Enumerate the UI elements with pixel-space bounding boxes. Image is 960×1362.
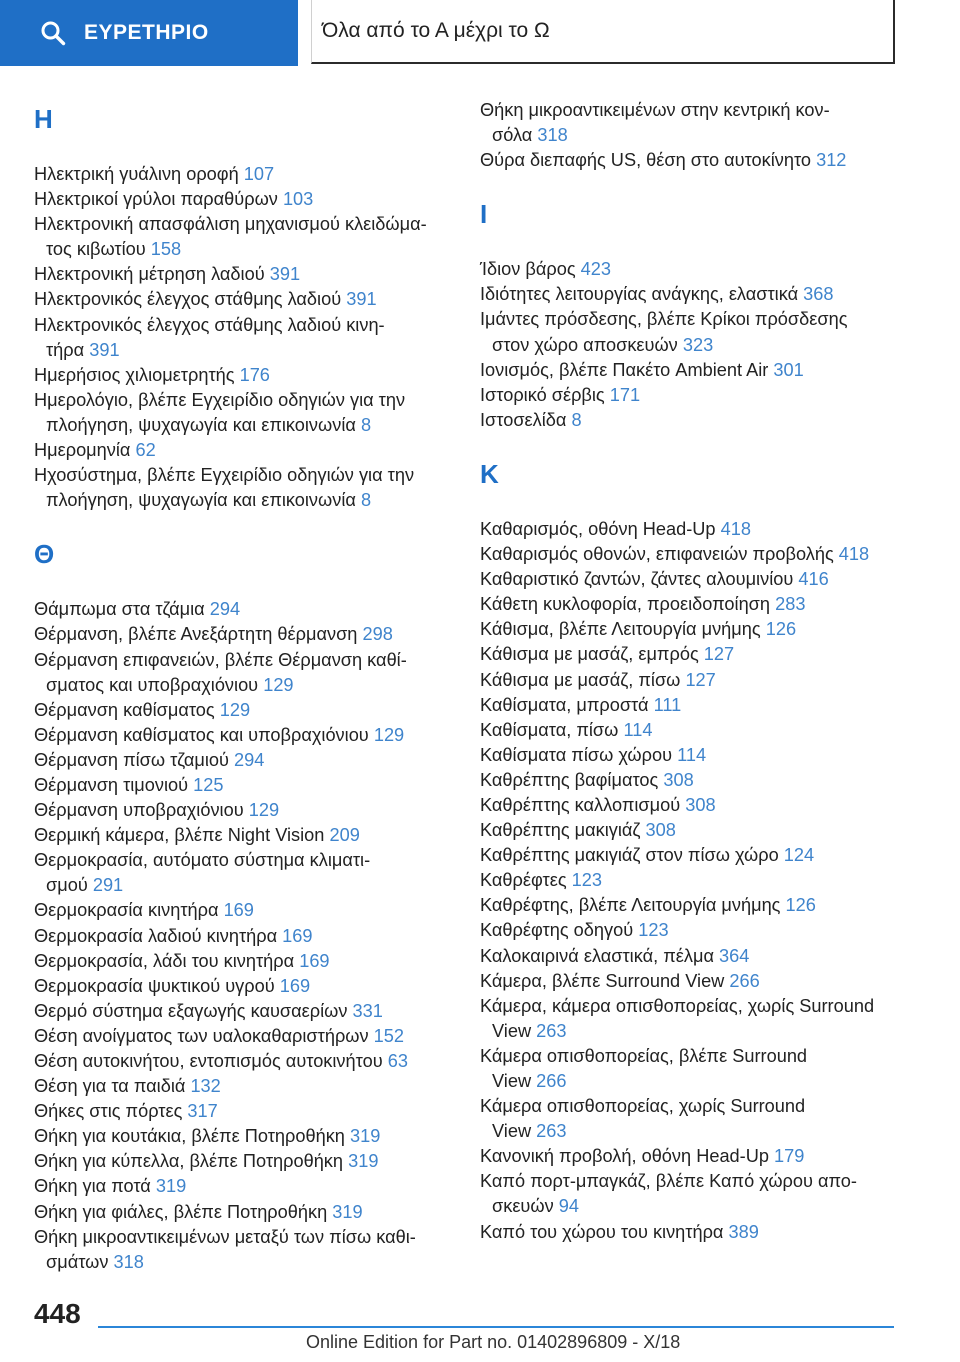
entry-text: Θερμοκρασία λαδιού κινητήρα <box>34 925 278 946</box>
page-link[interactable]: 283 <box>775 594 806 615</box>
index-section <box>34 104 454 513</box>
index-entry <box>34 438 454 463</box>
index-entry <box>34 949 454 974</box>
page-link[interactable]: 368 <box>803 284 834 305</box>
entry-text: Θέση ανοίγματος των υαλοκαθαριστήρων <box>34 1025 369 1046</box>
entry-text: Θερμοκρασία, λάδι του κινητήρα <box>34 950 295 971</box>
page-link[interactable]: 158 <box>150 239 182 260</box>
index-entry <box>480 969 900 994</box>
entry-text: Θέρμανση καθίσματος <box>34 699 215 720</box>
index-entry <box>480 818 900 843</box>
index-entry <box>480 567 900 592</box>
az-tab-label: Όλα από το Α μέχρι το Ω <box>322 19 550 42</box>
page-link[interactable]: 63 <box>387 1051 408 1071</box>
entry-text: Θερμοκρασία, αυτόματο σύστημα κλιματι- <box>34 850 371 871</box>
index-entry <box>34 748 454 773</box>
index-entry <box>34 622 454 647</box>
page-link[interactable]: 123 <box>638 920 669 941</box>
index-entry <box>480 307 900 357</box>
entry-text: Ηλεκτρονικός έλεγχος στάθμης λαδιού κινη- <box>34 314 385 335</box>
entry-text: Ηλεκτρική γυάλινη οροφή <box>34 164 239 184</box>
entry-text: Θέρμανση καθίσματος και υποβραχιόνιου <box>34 724 369 745</box>
index-entry <box>34 848 454 898</box>
page-link[interactable]: 126 <box>765 619 797 640</box>
index-entry <box>480 718 900 743</box>
page-link[interactable]: 418 <box>838 544 870 565</box>
index-entry <box>480 994 900 1044</box>
index-entry <box>480 542 900 567</box>
entry-text: Θάμπωμα στα τζάμια <box>34 599 205 620</box>
index-entry <box>34 363 454 388</box>
entry-text: Θήκη για ποτά <box>34 1176 151 1197</box>
page-link[interactable]: 107 <box>243 164 275 184</box>
index-entry <box>480 358 900 383</box>
entry-text: Κάμερα οπισθοπορείας, βλέπε Surround <box>480 1045 808 1066</box>
entry-text: Καθρέφτης οδηγού <box>480 920 634 941</box>
page-link[interactable]: 263 <box>536 1121 567 1142</box>
entry-text: Κάμερα οπισθοπορείας, χωρίς Surround <box>480 1096 806 1117</box>
page-link[interactable]: 125 <box>193 774 224 795</box>
entry-text: Θέρμανση επιφανειών, βλέπε Θέρμανση καθί- <box>34 649 407 670</box>
index-entry <box>480 843 900 868</box>
page-link[interactable]: 266 <box>536 1071 567 1091</box>
entry-text: Θέρμανση πίσω τζαμιού <box>34 749 229 770</box>
index-entry <box>480 944 900 969</box>
entry-text: σκευών 94 <box>492 1196 579 1217</box>
page-link[interactable]: 169 <box>282 925 313 946</box>
index-entry <box>480 668 900 693</box>
index-section <box>480 199 900 433</box>
entry-text: σματος και υποβραχιόνιου 129 <box>46 674 294 695</box>
page-link[interactable]: 103 <box>282 189 314 210</box>
section-letter: Ι <box>480 199 488 230</box>
entry-text: Θερμοκρασία ψυκτικού υγρού <box>34 975 275 996</box>
entry-text: Κάθισμα με μασάζ, πίσω <box>480 669 681 690</box>
index-entry <box>480 768 900 793</box>
page-link[interactable]: 263 <box>536 1020 567 1041</box>
entry-text: Καπό πορτ-μπαγκάζ, βλέπε Καπό χώρου απο- <box>480 1171 857 1192</box>
index-entry <box>480 517 900 542</box>
page-link[interactable]: 127 <box>685 669 716 690</box>
entry-text: Κάθισμα με μασάζ, εμπρός <box>480 644 699 665</box>
page-link[interactable]: 318 <box>113 1251 144 1272</box>
page-link[interactable]: 391 <box>269 264 301 285</box>
page-link[interactable]: 114 <box>623 719 653 740</box>
entry-text: Καθίσματα, μπροστά <box>480 694 649 715</box>
index-entry <box>34 388 454 438</box>
index-entry <box>34 1225 454 1275</box>
entry-text: Θήκες στις πόρτες <box>34 1101 183 1122</box>
entry-text: Καλοκαιρινά ελαστικά, πέλμα <box>480 945 714 966</box>
page-link[interactable]: 132 <box>190 1076 221 1097</box>
page-link[interactable]: 169 <box>223 900 254 921</box>
page-link[interactable]: 319 <box>332 1201 363 1222</box>
index-entry <box>34 287 454 312</box>
index-entry <box>480 893 900 918</box>
index-entry <box>34 1200 454 1225</box>
index-section <box>480 98 900 173</box>
entry-text: View 263 <box>492 1020 567 1041</box>
page-link[interactable]: 266 <box>729 970 760 991</box>
page-link[interactable]: 129 <box>373 724 405 745</box>
index-entry <box>480 257 900 282</box>
index-entry <box>34 1024 454 1049</box>
index-entry <box>34 597 454 622</box>
page-link[interactable]: 62 <box>135 440 156 461</box>
index-column-right <box>480 98 900 1245</box>
entry-text: Θέρμανση, βλέπε Ανεξάρτητη θέρμανση <box>34 624 358 645</box>
entry-text: View 266 <box>492 1071 567 1091</box>
page-link[interactable]: 312 <box>816 150 847 171</box>
entry-text: Ιστορικό σέρβις <box>480 384 605 405</box>
entry-text: Θέση για τα παιδιά <box>34 1076 186 1097</box>
page-link[interactable]: 364 <box>719 945 750 966</box>
entry-text: Κάθετη κυκλοφορία, προειδοποίηση <box>480 594 771 615</box>
index-entry <box>34 823 454 848</box>
entry-text: Ημερομηνία <box>34 440 131 461</box>
index-entry <box>480 1094 900 1144</box>
entry-text: Καθαρισμός οθονών, επιφανειών προβολής <box>480 544 834 565</box>
index-entry <box>34 798 454 823</box>
entry-text: Ιμάντες πρόσδεσης, βλέπε Κρίκοι πρόσδεσης <box>480 309 848 330</box>
entry-text: Ηλεκτρονική απασφάλιση μηχανισμού κλειδώμα- <box>34 214 427 235</box>
page-link[interactable]: 308 <box>645 820 676 841</box>
entry-text: Καθρέπτης μακιγιάζ στον πίσω χώρο <box>480 845 779 866</box>
entry-text: Θήκη για φιάλες, βλέπε Ποτηροθήκη <box>34 1201 328 1222</box>
page-link[interactable]: 308 <box>663 769 694 790</box>
page-link[interactable]: 127 <box>703 644 735 665</box>
page-link[interactable]: 389 <box>728 1221 759 1242</box>
index-tab[interactable] <box>0 0 298 66</box>
page-link[interactable]: 129 <box>219 699 251 720</box>
index-entry <box>480 642 900 667</box>
page-link[interactable]: 318 <box>537 125 568 146</box>
index-entry <box>480 1169 900 1219</box>
page-link[interactable]: 423 <box>580 259 612 280</box>
page-link[interactable]: 124 <box>783 845 815 866</box>
page-link[interactable]: 8 <box>360 414 372 435</box>
page-link[interactable]: 391 <box>346 289 377 310</box>
page-link[interactable]: 391 <box>89 339 120 360</box>
index-entry <box>34 1099 454 1124</box>
index-entry <box>34 1124 454 1149</box>
entry-text: Κανονική προβολή, οθόνη Head-Up <box>480 1146 769 1167</box>
section-letter: Θ <box>34 539 55 570</box>
entry-text: Θήκη για κουτάκια, βλέπε Ποτηροθήκη <box>34 1126 345 1147</box>
edition-text: Online Edition for Part no. 01402896809 - X/18 <box>306 1332 681 1352</box>
entry-text: Θερμό σύστημα εξαγωγής καυσαερίων <box>34 1000 348 1021</box>
index-entry <box>480 693 900 718</box>
page-link[interactable]: 129 <box>263 674 294 695</box>
page-link[interactable]: 123 <box>571 870 603 891</box>
entry-text: Θέση αυτοκινήτου, εντοπισμός αυτοκινήτου <box>34 1051 383 1071</box>
page-link[interactable]: 171 <box>609 384 641 405</box>
entry-text: σμάτων 318 <box>46 1251 144 1272</box>
entry-text: πλοήγηση, ψυχαγωγία και επικοινωνία 8 <box>46 490 372 511</box>
page-link[interactable]: 94 <box>558 1196 579 1217</box>
index-entry <box>34 999 454 1024</box>
entry-text: Ηχοσύστημα, βλέπε Εγχειρίδιο οδηγιών για την <box>34 465 415 486</box>
entry-text: Καθαρισμός, οθόνη Head-Up <box>480 518 716 539</box>
entry-text: πλοήγηση, ψυχαγωγία και επικοινωνία 8 <box>46 414 372 435</box>
page-link[interactable]: 176 <box>239 364 270 385</box>
entry-text: Καθρέπτης μακιγιάζ <box>480 820 641 841</box>
page-link[interactable]: 111 <box>653 694 682 715</box>
entry-text: Ηλεκτρονική μέτρηση λαδιού <box>34 264 265 285</box>
page-link[interactable]: 323 <box>682 334 714 355</box>
page-link[interactable]: 331 <box>352 1000 383 1021</box>
index-entry <box>34 924 454 949</box>
entry-text: Ημερολόγιο, βλέπε Εγχειρίδιο οδηγιών για την <box>34 389 406 410</box>
page-link[interactable]: 8 <box>360 490 372 511</box>
page-link[interactable]: 301 <box>773 359 804 380</box>
page-link[interactable]: 319 <box>155 1176 187 1197</box>
index-entry <box>480 1144 900 1169</box>
page-link[interactable]: 169 <box>299 950 330 971</box>
header <box>0 0 960 66</box>
index-entry <box>34 187 454 212</box>
page-link[interactable]: 152 <box>373 1025 405 1046</box>
index-entry <box>480 617 900 642</box>
index-entry <box>34 463 454 513</box>
index-entry <box>34 1049 454 1074</box>
page-link[interactable]: 308 <box>685 794 716 815</box>
search-icon <box>40 20 66 46</box>
index-entry <box>34 898 454 923</box>
page-link[interactable]: 114 <box>677 744 707 765</box>
entry-text: Καθρέφτες <box>480 870 567 891</box>
index-entry <box>34 773 454 798</box>
index-entry <box>480 1220 900 1245</box>
index-entry <box>34 723 454 748</box>
index-entry <box>34 648 454 698</box>
index-entry <box>34 1149 454 1174</box>
entry-text: τήρα 391 <box>46 339 120 360</box>
index-entry <box>34 1174 454 1199</box>
entry-text: Θήκη για κύπελλα, βλέπε Ποτηροθήκη <box>34 1151 344 1172</box>
page-link[interactable]: 317 <box>187 1101 218 1122</box>
entry-text: Καπό του χώρου του κινητήρα <box>480 1221 724 1242</box>
entry-text: Καθρέπτης βαφίματος <box>480 769 659 790</box>
index-entry <box>34 212 454 262</box>
az-tab[interactable] <box>311 0 895 64</box>
entry-text: τος κιβωτίου 158 <box>46 239 182 260</box>
entry-text: Καθρέφτης, βλέπε Λειτουργία μνήμης <box>480 895 781 916</box>
entry-text: Θήκη μικροαντικειμένων στην κεντρική κον- <box>480 100 830 120</box>
index-entry <box>480 408 900 433</box>
index-entry <box>34 974 454 999</box>
index-tab-label: ΕΥΡΕΤΗΡΙΟ <box>84 21 209 44</box>
entry-text: Κάμερα, κάμερα οπισθοπορείας, χωρίς Surround <box>480 995 875 1016</box>
page-link[interactable]: 209 <box>329 825 360 846</box>
entry-text: Ιστοσελίδα <box>480 409 567 430</box>
index-entry <box>34 698 454 723</box>
entry-text: Ημερήσιος χιλιομετρητής <box>34 364 235 385</box>
index-entry <box>480 383 900 408</box>
index-entry <box>34 262 454 287</box>
entry-text: View 263 <box>492 1121 567 1142</box>
entry-text: σόλα 318 <box>492 125 568 146</box>
entry-text: Θερμοκρασία κινητήρα <box>34 900 219 921</box>
index-entry <box>34 1074 454 1099</box>
entry-text: στον χώρο αποσκευών 323 <box>492 334 714 355</box>
page-number: 448 <box>34 1298 81 1329</box>
entry-text: Καθρέπτης καλλοπισμού <box>480 794 681 815</box>
page-link[interactable]: 294 <box>234 749 265 770</box>
entry-text: Ίδιον βάρος <box>480 259 576 280</box>
section-letter: Κ <box>480 458 499 489</box>
entry-text: σμού 291 <box>46 875 124 896</box>
entry-text: Ιονισμός, βλέπε Πακέτο Ambient Air <box>480 359 769 380</box>
page-link[interactable]: 319 <box>349 1126 381 1147</box>
page-link[interactable]: 8 <box>571 409 582 430</box>
index-column-left <box>34 98 454 1275</box>
entry-text: Κάμερα, βλέπε Surround View <box>480 970 725 991</box>
page-link[interactable]: 179 <box>774 1146 805 1167</box>
entry-text: Θέρμανση τιμονιού <box>34 774 189 795</box>
footer-divider <box>98 1326 894 1328</box>
index-entry <box>480 793 900 818</box>
index-entry <box>480 282 900 307</box>
entry-text: Καθίσματα, πίσω <box>480 719 619 740</box>
page-link[interactable]: 416 <box>798 569 829 590</box>
page-link[interactable]: 418 <box>720 518 751 539</box>
page-link[interactable]: 294 <box>209 599 241 620</box>
page-link[interactable]: 298 <box>362 624 393 645</box>
entry-text: Θύρα διεπαφής US, θέση στο αυτοκίνητο <box>480 150 812 171</box>
index-entry <box>34 313 454 363</box>
section-letter: Η <box>34 104 53 134</box>
index-entry <box>480 1044 900 1094</box>
index-section <box>34 539 454 1275</box>
page-link[interactable]: 129 <box>248 800 280 821</box>
index-section <box>480 459 900 1245</box>
entry-text: Θερμική κάμερα, βλέπε Night Vision <box>34 825 325 846</box>
index-entry <box>480 592 900 617</box>
page-link[interactable]: 169 <box>279 975 311 996</box>
index-entry <box>34 162 454 187</box>
index-entry <box>480 98 900 148</box>
entry-text: Θήκη μικροαντικειμένων μεταξύ των πίσω καθι- <box>34 1226 416 1247</box>
entry-text: Ηλεκτρονικός έλεγχος στάθμης λαδιού <box>34 289 342 310</box>
entry-text: Καθαριστικό ζαντών, ζάντες αλουμινίου <box>480 569 794 590</box>
page-link[interactable]: 126 <box>785 895 816 916</box>
index-entry <box>480 148 900 173</box>
entry-text: Θέρμανση υποβραχιόνιου <box>34 800 244 821</box>
entry-text: Καθίσματα πίσω χώρου <box>480 744 673 765</box>
page-link[interactable]: 319 <box>348 1151 379 1172</box>
entry-text: Ιδιότητες λειτουργίας ανάγκης, ελαστικά <box>480 284 799 305</box>
index-entry <box>480 743 900 768</box>
index-entry <box>480 918 900 943</box>
page-link[interactable]: 291 <box>92 875 124 896</box>
entry-text: Ηλεκτρικοί γρύλοι παραθύρων <box>34 189 278 210</box>
entry-text: Κάθισμα, βλέπε Λειτουργία μνήμης <box>480 619 761 640</box>
index-entry <box>480 868 900 893</box>
